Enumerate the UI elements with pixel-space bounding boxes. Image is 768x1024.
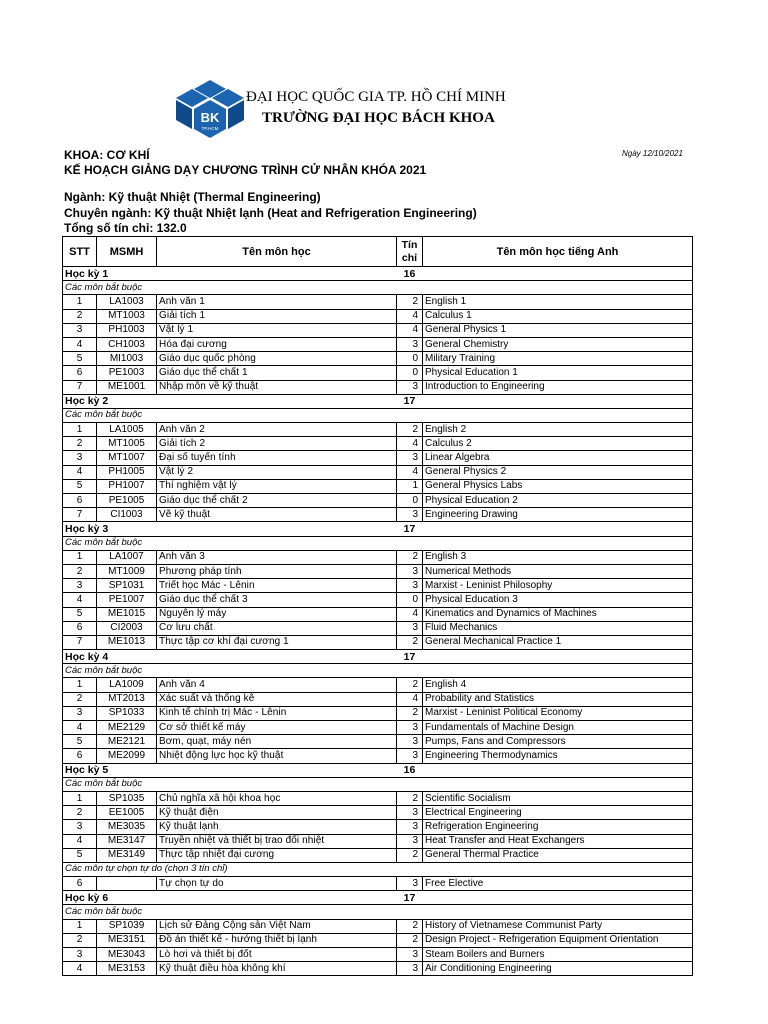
- header-msmh: MSMH: [97, 237, 157, 267]
- course-name-vn: Kỹ thuật điều hòa không khí: [157, 962, 397, 976]
- course-name-vn: Giáo dục thể chất 3: [157, 593, 397, 607]
- semester-label: Học kỳ 6: [63, 891, 397, 905]
- semester-credits: 17: [397, 394, 423, 408]
- university-name: ĐẠI HỌC QUỐC GIA TP. HỒ CHÍ MINH: [246, 89, 506, 105]
- course-name-en: General Physics 2: [423, 465, 693, 479]
- course-credits: 3: [397, 451, 423, 465]
- course-group-row: [63, 281, 693, 295]
- course-row: [63, 692, 693, 706]
- course-row: [63, 508, 693, 522]
- course-row: [63, 834, 693, 848]
- course-row: [63, 479, 693, 493]
- course-code: ME1013: [97, 635, 157, 649]
- course-row: [63, 749, 693, 763]
- course-name-vn: Anh văn 4: [157, 678, 397, 692]
- svg-text:TP.HCM: TP.HCM: [201, 126, 219, 131]
- course-row: [63, 451, 693, 465]
- course-credits: 2: [397, 678, 423, 692]
- course-row: [63, 323, 693, 337]
- course-stt: 3: [63, 706, 97, 720]
- course-name-vn: Đồ án thiết kế - hướng thiết bị lạnh: [157, 933, 397, 947]
- course-stt: 7: [63, 635, 97, 649]
- course-credits: 4: [397, 692, 423, 706]
- course-stt: 3: [63, 451, 97, 465]
- course-stt: 4: [63, 593, 97, 607]
- course-credits: 2: [397, 706, 423, 720]
- course-credits: 2: [397, 933, 423, 947]
- course-name-en: English 4: [423, 678, 693, 692]
- course-credits: 0: [397, 366, 423, 380]
- course-code: CI1003: [97, 508, 157, 522]
- course-credits: 4: [397, 309, 423, 323]
- course-row: [63, 437, 693, 451]
- document-date: Ngày 12/10/2021: [622, 149, 683, 158]
- course-name-en: English 2: [423, 423, 693, 437]
- course-stt: 5: [63, 479, 97, 493]
- course-name-en: Scientific Socialism: [423, 791, 693, 805]
- course-row: [63, 678, 693, 692]
- svg-text:BK: BK: [200, 110, 220, 125]
- course-stt: 7: [63, 508, 97, 522]
- semester-row: [63, 650, 693, 664]
- course-code: ME3151: [97, 933, 157, 947]
- course-credits: 0: [397, 352, 423, 366]
- course-name-vn: Thực tập nhiệt đại cương: [157, 848, 397, 862]
- course-name-en: Numerical Methods: [423, 564, 693, 578]
- course-stt: 7: [63, 380, 97, 394]
- course-stt: 4: [63, 337, 97, 351]
- course-name-en: Military Training: [423, 352, 693, 366]
- course-name-vn: Anh văn 2: [157, 423, 397, 437]
- course-row: [63, 550, 693, 564]
- course-credits: 4: [397, 437, 423, 451]
- header-name-vn: Tên môn học: [157, 237, 397, 267]
- course-code: MT1009: [97, 564, 157, 578]
- course-group-label: Các môn bắt buộc: [63, 408, 693, 422]
- course-code: SP1035: [97, 791, 157, 805]
- course-group-row: [63, 536, 693, 550]
- course-name-en: English 1: [423, 295, 693, 309]
- course-stt: 2: [63, 437, 97, 451]
- course-credits: 2: [397, 791, 423, 805]
- course-group-label: Các môn tự chọn tự do (chọn 3 tín chỉ): [63, 862, 693, 876]
- course-credits: 3: [397, 508, 423, 522]
- course-credits: 0: [397, 593, 423, 607]
- course-name-en: History of Vietnamese Communist Party: [423, 919, 693, 933]
- course-name-en: General Chemistry: [423, 337, 693, 351]
- course-code: CI2003: [97, 621, 157, 635]
- course-name-vn: Giải tích 2: [157, 437, 397, 451]
- course-name-en: Marxist - Leninist Philosophy: [423, 579, 693, 593]
- course-name-en: General Thermal Practice: [423, 848, 693, 862]
- course-name-vn: Bơm, quạt, máy nén: [157, 735, 397, 749]
- course-stt: 3: [63, 948, 97, 962]
- course-name-en: Electrical Engineering: [423, 806, 693, 820]
- course-name-en: General Physics Labs: [423, 479, 693, 493]
- course-credits: 3: [397, 962, 423, 976]
- course-credits: 2: [397, 423, 423, 437]
- course-row: [63, 721, 693, 735]
- course-row: [63, 635, 693, 649]
- course-row: [63, 352, 693, 366]
- semester-spacer: [423, 763, 693, 777]
- course-row: [63, 877, 693, 891]
- course-stt: 2: [63, 933, 97, 947]
- course-name-vn: Đại số tuyến tính: [157, 451, 397, 465]
- course-credits: 3: [397, 337, 423, 351]
- course-stt: 1: [63, 550, 97, 564]
- course-code: LA1003: [97, 295, 157, 309]
- semester-credits: 17: [397, 522, 423, 536]
- course-name-vn: Nhiệt động lực học kỹ thuật: [157, 749, 397, 763]
- course-credits: 4: [397, 607, 423, 621]
- course-row: [63, 806, 693, 820]
- course-name-vn: Kỹ thuật lạnh: [157, 820, 397, 834]
- course-row: [63, 295, 693, 309]
- course-code: [97, 877, 157, 891]
- course-code: PE1003: [97, 366, 157, 380]
- course-row: [63, 337, 693, 351]
- course-name-vn: Nguyên lý máy: [157, 607, 397, 621]
- course-stt: 4: [63, 721, 97, 735]
- course-name-en: Air Conditioning Engineering: [423, 962, 693, 976]
- course-code: CH1003: [97, 337, 157, 351]
- course-name-en: Physical Education 1: [423, 366, 693, 380]
- semester-label: Học kỳ 1: [63, 267, 397, 281]
- course-code: LA1009: [97, 678, 157, 692]
- semester-row: [63, 891, 693, 905]
- course-row: [63, 494, 693, 508]
- course-name-en: Heat Transfer and Heat Exchangers: [423, 834, 693, 848]
- curriculum-table: [62, 236, 693, 976]
- course-name-vn: Giáo dục quốc phòng: [157, 352, 397, 366]
- course-stt: 1: [63, 919, 97, 933]
- course-name-vn: Giáo dục thể chất 2: [157, 494, 397, 508]
- course-code: PH1005: [97, 465, 157, 479]
- course-code: EE1005: [97, 806, 157, 820]
- course-stt: 3: [63, 579, 97, 593]
- course-code: LA1005: [97, 423, 157, 437]
- course-name-vn: Hóa đại cương: [157, 337, 397, 351]
- course-name-en: Fluid Mechanics: [423, 621, 693, 635]
- semester-row: [63, 267, 693, 281]
- course-code: MT2013: [97, 692, 157, 706]
- semester-row: [63, 394, 693, 408]
- course-stt: 6: [63, 621, 97, 635]
- course-code: ME3147: [97, 834, 157, 848]
- header-stt: STT: [63, 237, 97, 267]
- course-stt: 6: [63, 366, 97, 380]
- course-group-label: Các môn bắt buộc: [63, 536, 693, 550]
- document-header: [0, 0, 768, 140]
- course-name-en: Steam Boilers and Burners: [423, 948, 693, 962]
- course-name-vn: Cơ lưu chất: [157, 621, 397, 635]
- course-code: PE1005: [97, 494, 157, 508]
- course-name-en: English 3: [423, 550, 693, 564]
- course-code: PH1007: [97, 479, 157, 493]
- course-name-en: Physical Education 2: [423, 494, 693, 508]
- course-row: [63, 791, 693, 805]
- course-stt: 4: [63, 465, 97, 479]
- table-header-row: [63, 237, 693, 267]
- course-code: MT1007: [97, 451, 157, 465]
- course-group-label: Các môn bắt buộc: [63, 777, 693, 791]
- semester-spacer: [423, 522, 693, 536]
- course-name-vn: Chủ nghĩa xã hội khoa học: [157, 791, 397, 805]
- course-code: ME2121: [97, 735, 157, 749]
- course-code: ME3153: [97, 962, 157, 976]
- course-row: [63, 735, 693, 749]
- course-name-vn: Cơ sở thiết kế máy: [157, 721, 397, 735]
- course-credits: 3: [397, 820, 423, 834]
- course-row: [63, 465, 693, 479]
- course-stt: 5: [63, 352, 97, 366]
- course-name-en: Fundamentals of Machine Design: [423, 721, 693, 735]
- course-credits: 3: [397, 621, 423, 635]
- semester-row: [63, 522, 693, 536]
- course-credits: 1: [397, 479, 423, 493]
- school-name: TRƯỜNG ĐẠI HỌC BÁCH KHOA: [262, 110, 495, 126]
- course-name-vn: Truyền nhiệt và thiết bị trao đổi nhiệt: [157, 834, 397, 848]
- course-row: [63, 579, 693, 593]
- course-row: [63, 380, 693, 394]
- course-code: ME1001: [97, 380, 157, 394]
- course-row: [63, 933, 693, 947]
- course-credits: 2: [397, 635, 423, 649]
- course-code: ME3043: [97, 948, 157, 962]
- course-name-en: Design Project - Refrigeration Equipment Orientation: [423, 933, 693, 947]
- course-code: SP1033: [97, 706, 157, 720]
- course-group-row: [63, 664, 693, 678]
- course-name-vn: Nhập môn về kỹ thuật: [157, 380, 397, 394]
- course-code: ME3035: [97, 820, 157, 834]
- course-name-vn: Anh văn 1: [157, 295, 397, 309]
- plan-title: KẾ HOẠCH GIẢNG DẠY CHƯƠNG TRÌNH CỬ NHÂN KHÓA 2021: [64, 163, 427, 177]
- course-name-vn: Vật lý 1: [157, 323, 397, 337]
- course-name-vn: Lò hơi và thiết bị đốt: [157, 948, 397, 962]
- course-stt: 4: [63, 962, 97, 976]
- course-group-label: Các môn bắt buộc: [63, 905, 693, 919]
- course-group-row: [63, 905, 693, 919]
- specialization-label: Chuyên ngành: Kỹ thuật Nhiệt lạnh (Heat and Refrigeration Engineering): [64, 206, 477, 220]
- course-name-en: Engineering Thermodynamics: [423, 749, 693, 763]
- course-code: PH1003: [97, 323, 157, 337]
- course-code: ME3149: [97, 848, 157, 862]
- course-name-en: Pumps, Fans and Compressors: [423, 735, 693, 749]
- course-credits: 3: [397, 735, 423, 749]
- course-credits: 3: [397, 579, 423, 593]
- course-stt: 6: [63, 494, 97, 508]
- course-row: [63, 366, 693, 380]
- course-credits: 4: [397, 465, 423, 479]
- semester-spacer: [423, 650, 693, 664]
- course-stt: 3: [63, 323, 97, 337]
- course-group-row: [63, 408, 693, 422]
- course-row: [63, 607, 693, 621]
- course-name-en: Probability and Statistics: [423, 692, 693, 706]
- semester-label: Học kỳ 3: [63, 522, 397, 536]
- course-code: MI1003: [97, 352, 157, 366]
- course-name-en: Free Elective: [423, 877, 693, 891]
- total-credits: Tổng số tín chỉ: 132.0: [64, 221, 187, 235]
- course-stt: 1: [63, 423, 97, 437]
- course-credits: 3: [397, 877, 423, 891]
- course-code: LA1007: [97, 550, 157, 564]
- course-stt: 5: [63, 735, 97, 749]
- semester-row: [63, 763, 693, 777]
- course-credits: 3: [397, 806, 423, 820]
- course-row: [63, 621, 693, 635]
- course-credits: 3: [397, 721, 423, 735]
- course-credits: 2: [397, 848, 423, 862]
- semester-credits: 16: [397, 763, 423, 777]
- course-name-en: General Mechanical Practice 1: [423, 635, 693, 649]
- semester-credits: 17: [397, 891, 423, 905]
- course-row: [63, 848, 693, 862]
- course-row: [63, 919, 693, 933]
- course-stt: 1: [63, 678, 97, 692]
- semester-spacer: [423, 891, 693, 905]
- course-code: SP1039: [97, 919, 157, 933]
- course-name-vn: Tự chọn tự do: [157, 877, 397, 891]
- course-group-row: [63, 862, 693, 876]
- course-credits: 2: [397, 295, 423, 309]
- course-name-en: Linear Algebra: [423, 451, 693, 465]
- semester-spacer: [423, 394, 693, 408]
- course-name-en: Calculus 1: [423, 309, 693, 323]
- course-stt: 3: [63, 820, 97, 834]
- header-name-en: Tên môn học tiếng Anh: [423, 237, 693, 267]
- course-group-label: Các môn bắt buộc: [63, 664, 693, 678]
- course-credits: 4: [397, 323, 423, 337]
- course-name-en: Kinematics and Dynamics of Machines: [423, 607, 693, 621]
- semester-label: Học kỳ 5: [63, 763, 397, 777]
- semester-spacer: [423, 267, 693, 281]
- course-stt: 4: [63, 834, 97, 848]
- course-name-en: Refrigeration Engineering: [423, 820, 693, 834]
- faculty-label: KHOA: CƠ KHÍ: [64, 148, 150, 162]
- course-credits: 2: [397, 550, 423, 564]
- course-name-vn: Thực tập cơ khí đại cương 1: [157, 635, 397, 649]
- course-row: [63, 564, 693, 578]
- course-row: [63, 706, 693, 720]
- course-group-label: Các môn bắt buộc: [63, 281, 693, 295]
- university-logo: [174, 78, 246, 144]
- course-name-vn: Kinh tế chính trị Mác - Lênin: [157, 706, 397, 720]
- course-credits: 3: [397, 564, 423, 578]
- course-name-vn: Lịch sử Đảng Cộng sản Việt Nam: [157, 919, 397, 933]
- course-credits: 0: [397, 494, 423, 508]
- course-name-vn: Anh văn 3: [157, 550, 397, 564]
- course-credits: 3: [397, 834, 423, 848]
- course-name-en: Marxist - Leninist Political Economy: [423, 706, 693, 720]
- course-name-vn: Phương pháp tính: [157, 564, 397, 578]
- course-stt: 2: [63, 309, 97, 323]
- course-stt: 1: [63, 791, 97, 805]
- course-code: SP1031: [97, 579, 157, 593]
- course-code: MT1003: [97, 309, 157, 323]
- course-group-row: [63, 777, 693, 791]
- semester-label: Học kỳ 2: [63, 394, 397, 408]
- course-row: [63, 948, 693, 962]
- course-credits: 3: [397, 948, 423, 962]
- course-name-vn: Giải tích 1: [157, 309, 397, 323]
- course-credits: 2: [397, 919, 423, 933]
- course-name-vn: Giáo dục thể chất 1: [157, 366, 397, 380]
- course-name-vn: Vẽ kỹ thuật: [157, 508, 397, 522]
- course-name-en: General Physics 1: [423, 323, 693, 337]
- course-stt: 6: [63, 877, 97, 891]
- course-row: [63, 423, 693, 437]
- course-code: PE1007: [97, 593, 157, 607]
- semester-label: Học kỳ 4: [63, 650, 397, 664]
- header-credits: Tín chỉ: [397, 237, 423, 267]
- course-name-en: Calculus 2: [423, 437, 693, 451]
- course-stt: 1: [63, 295, 97, 309]
- course-name-vn: Triết học Mác - Lênin: [157, 579, 397, 593]
- semester-credits: 17: [397, 650, 423, 664]
- course-stt: 2: [63, 692, 97, 706]
- course-name-en: Introduction to Engineering: [423, 380, 693, 394]
- course-row: [63, 820, 693, 834]
- course-row: [63, 962, 693, 976]
- course-credits: 3: [397, 749, 423, 763]
- course-code: ME1015: [97, 607, 157, 621]
- course-code: ME2099: [97, 749, 157, 763]
- course-credits: 3: [397, 380, 423, 394]
- table-body: [63, 267, 693, 976]
- course-code: ME2129: [97, 721, 157, 735]
- course-name-en: Physical Education 3: [423, 593, 693, 607]
- course-stt: 6: [63, 749, 97, 763]
- course-stt: 5: [63, 848, 97, 862]
- course-name-vn: Kỹ thuật điện: [157, 806, 397, 820]
- course-name-en: Engineering Drawing: [423, 508, 693, 522]
- course-stt: 2: [63, 564, 97, 578]
- course-name-vn: Vật lý 2: [157, 465, 397, 479]
- course-name-vn: Xác suất và thống kê: [157, 692, 397, 706]
- course-stt: 5: [63, 607, 97, 621]
- course-row: [63, 593, 693, 607]
- course-code: MT1005: [97, 437, 157, 451]
- course-stt: 2: [63, 806, 97, 820]
- course-row: [63, 309, 693, 323]
- course-name-vn: Thí nghiệm vật lý: [157, 479, 397, 493]
- semester-credits: 16: [397, 267, 423, 281]
- major-label: Ngành: Kỹ thuật Nhiệt (Thermal Engineering): [64, 190, 321, 204]
